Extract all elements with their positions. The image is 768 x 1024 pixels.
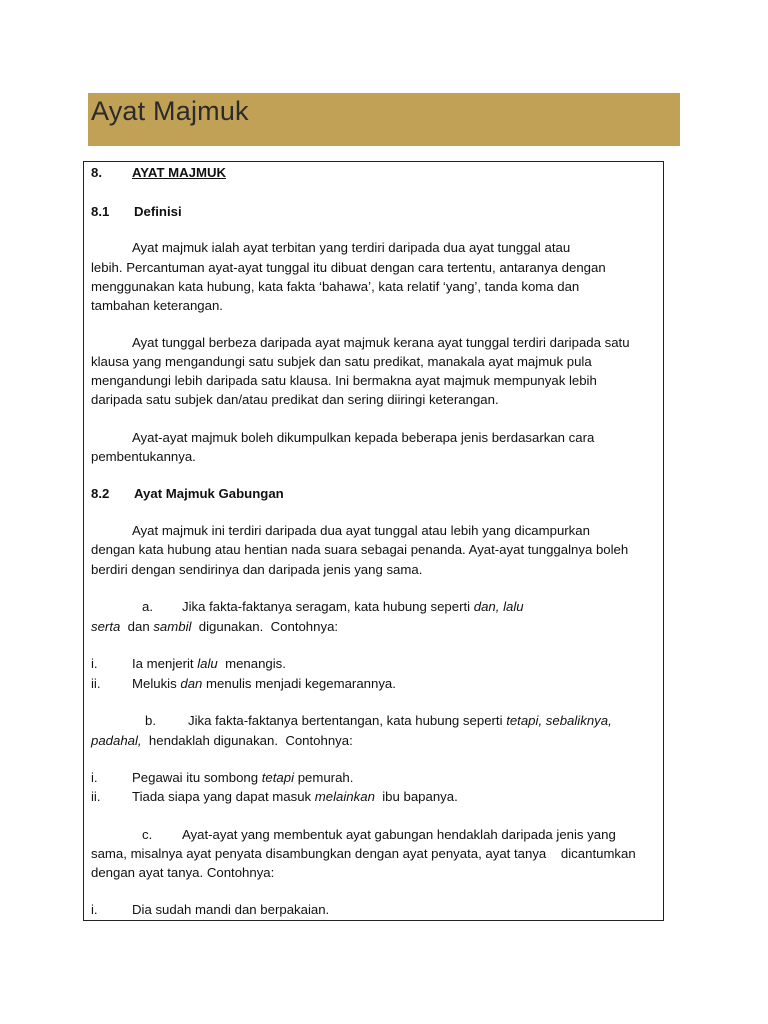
section-8-2-number: 8.2 — [91, 486, 110, 501]
text-line: sama, misalnya ayat penyata disambungkan dengan ayat penyata, ayat tanya dicantumkan — [91, 846, 636, 861]
text-line: tambahan keterangan. — [91, 298, 223, 313]
example-text: Melukis dan menulis menjadi kegemarannya. — [132, 676, 396, 691]
text-line: Ayat majmuk ialah ayat terbitan yang terdiri daripada dua ayat tunggal atau — [132, 240, 571, 255]
text-line: Ayat-ayat majmuk boleh dikumpulkan kepada beberapa jenis berdasarkan cara — [132, 430, 595, 445]
text-line: pembentukannya. — [91, 449, 196, 464]
text-line: Jika fakta-faktanya bertentangan, kata hubung seperti tetapi, sebaliknya, — [188, 713, 612, 728]
section-8-2-heading: Ayat Majmuk Gabungan — [134, 486, 284, 501]
item-marker: b. — [145, 713, 156, 728]
example-text: Tiada siapa yang dapat masuk melainkan ibu bapanya. — [132, 789, 458, 804]
text-line: mengandungi lebih daripada satu klausa. Ini bermakna ayat majmuk mempunyak lebih — [91, 373, 597, 388]
text-line: dengan kata hubung atau hentian nada suara sebagai penanda. Ayat-ayat tunggalnya boleh — [91, 542, 629, 557]
text-line: daripada satu subjek dan/atau predikat dan sering diiringi keterangan. — [91, 392, 499, 407]
text-line: Ayat majmuk ini terdiri daripada dua ayat tunggal atau lebih yang dicampurkan — [132, 523, 590, 538]
text-line: Ayat tunggal berbeza daripada ayat majmuk kerana ayat tunggal terdiri daripada satu — [132, 335, 630, 350]
text-line: Jika fakta-faktanya seragam, kata hubung seperti dan, lalu — [182, 599, 524, 614]
section-8-heading: AYAT MAJMUK — [132, 165, 227, 180]
section-8-number: 8. — [91, 165, 102, 180]
example-number: ii. — [91, 676, 101, 691]
text-line: berdiri dengan sendirinya dan daripada jenis yang sama. — [91, 562, 423, 577]
example-number: i. — [91, 902, 98, 917]
example-text: Dia sudah mandi dan berpakaian. — [132, 902, 330, 917]
section-8-1-heading: Definisi — [134, 204, 182, 219]
text-line: Ayat-ayat yang membentuk ayat gabungan hendaklah daripada jenis yang — [182, 827, 616, 842]
text-line: padahal, hendaklah digunakan. Contohnya: — [91, 733, 353, 748]
document-content-box — [83, 161, 664, 921]
example-text: Ia menjerit lalu menangis. — [132, 656, 286, 671]
example-number: i. — [91, 656, 98, 671]
text-line: dengan ayat tanya. Contohnya: — [91, 865, 275, 880]
example-text: Pegawai itu sombong tetapi pemurah. — [132, 770, 354, 785]
text-line: lebih. Percantuman ayat-ayat tunggal itu dibuat dengan cara tertentu, antaranya dengan — [91, 260, 606, 275]
item-marker: a. — [142, 599, 153, 614]
example-number: i. — [91, 770, 98, 785]
text-line: menggunakan kata hubung, kata fakta ‘bahawa’, kata relatif ‘yang’, tanda koma dan — [91, 279, 580, 294]
page-title: Ayat Majmuk — [91, 96, 249, 126]
item-marker: c. — [142, 827, 153, 842]
title-banner — [88, 93, 680, 146]
text-line: serta dan sambil digunakan. Contohnya: — [91, 619, 339, 634]
section-8-1-number: 8.1 — [91, 204, 110, 219]
example-number: ii. — [91, 789, 101, 804]
text-line: klausa yang mengandungi satu subjek dan satu predikat, manakala ayat majmuk pula — [91, 354, 592, 369]
